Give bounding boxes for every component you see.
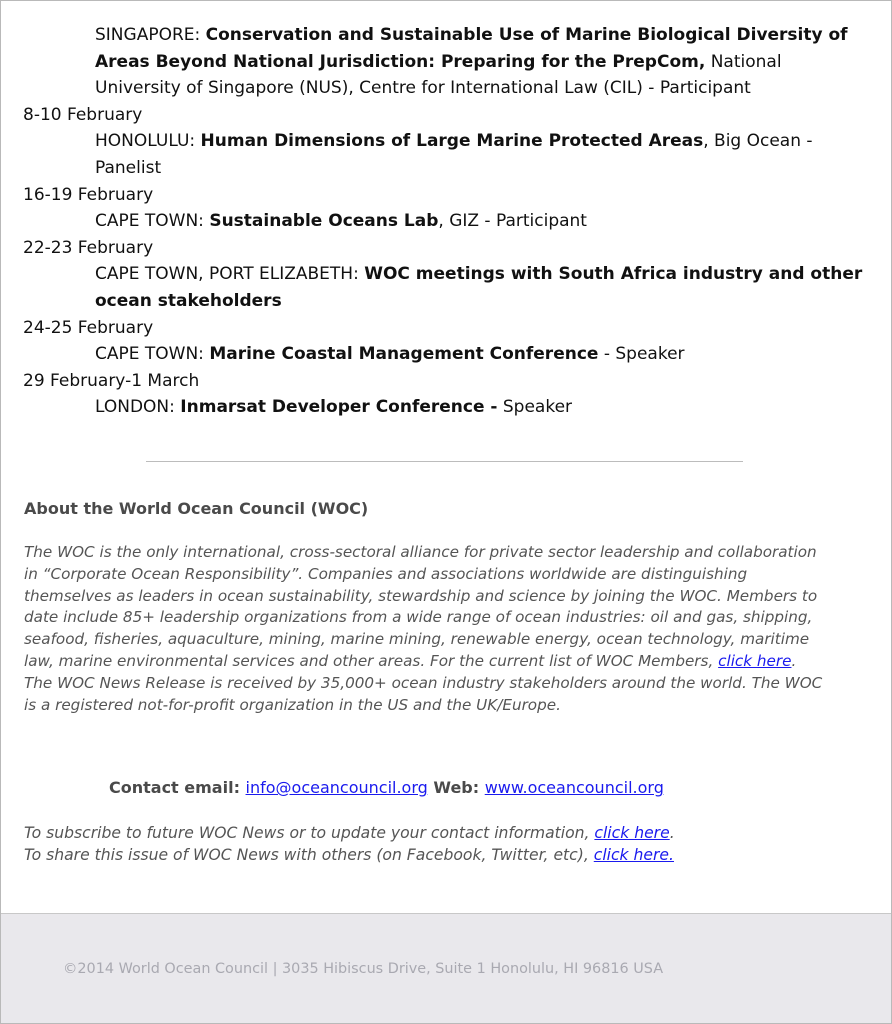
about-heading: About the World Ocean Council (WOC) bbox=[24, 499, 369, 518]
event-detail: - Speaker bbox=[598, 344, 685, 365]
share-text: To share this issue of WOC News with others (on Facebook, Twitter, etc), bbox=[24, 845, 594, 864]
event-detail: Speaker bbox=[497, 397, 573, 418]
event-item bbox=[95, 261, 863, 314]
about-text: . The WOC News Release is received by 35,000+ ocean industry stakeholders around the world. The WOC is a registered not-for-profit organization in the US and the UK/Europe. bbox=[24, 651, 823, 714]
event-city: LONDON: bbox=[95, 397, 181, 418]
events-list bbox=[23, 22, 863, 421]
event-title: Inmarsat Developer Conference - bbox=[180, 397, 498, 418]
event-city: CAPE TOWN: bbox=[95, 211, 210, 232]
contact-web-label: Web: bbox=[427, 778, 485, 797]
about-body bbox=[24, 542, 824, 716]
event-item bbox=[95, 208, 863, 235]
subscribe-text: To subscribe to future WOC News or to update your contact information, bbox=[24, 824, 595, 842]
about-text: The WOC is the only international, cross-sectoral alliance for private sector leadership and collaboration in “Corporate Ocean Responsibility”. Companies and associations worldwide are distinguishing themselves as leaders in ocean sustainability, stewardship and science by joining the WOC. Members to date include 85+ leadership organizations from a wide range of ocean industries: oil and gas, shipping, seafood, fisheries, aquaculture, mining, marine mining, renewable energy, ocean technology, maritime law, marine environmental services and other areas. For the current list of WOC Members, bbox=[24, 543, 818, 670]
event-date: 24-25 February bbox=[23, 317, 154, 338]
event-item bbox=[95, 394, 863, 421]
event-title: WOC meetings with South Africa industry and other ocean stakeholders bbox=[95, 264, 863, 311]
contact-line bbox=[109, 778, 664, 797]
event-detail: , GIZ - Participant bbox=[438, 211, 587, 232]
section-divider bbox=[146, 461, 743, 462]
event-date: 29 February-1 March bbox=[23, 370, 200, 391]
subscribe-text-end: . bbox=[669, 824, 675, 842]
subscribe-block bbox=[24, 823, 844, 866]
subscribe-link[interactable]: click here bbox=[594, 824, 670, 842]
event-title: Human Dimensions of Large Marine Protected Areas bbox=[200, 131, 704, 152]
footer bbox=[1, 913, 891, 1024]
event-date: 22-23 February bbox=[23, 237, 154, 258]
event-city: SINGAPORE: bbox=[95, 25, 206, 45]
members-link[interactable]: click here bbox=[718, 651, 792, 670]
event-city: HONOLULU: bbox=[95, 131, 201, 152]
event-detail: , Big Ocean - Panelist bbox=[95, 131, 813, 178]
event-date: 16-19 February bbox=[23, 184, 154, 205]
event-date: 8-10 February bbox=[23, 104, 143, 125]
event-detail: National University of Singapore (NUS), Centre for International Law (CIL) - Participant bbox=[95, 51, 782, 99]
event-item bbox=[95, 128, 863, 181]
event-city: CAPE TOWN: bbox=[95, 344, 210, 365]
website-link[interactable]: www.oceancouncil.org bbox=[484, 778, 664, 797]
event-city: CAPE TOWN, PORT ELIZABETH: bbox=[95, 264, 365, 285]
footer-text: ©2014 World Ocean Council | 3035 Hibiscus Drive, Suite 1 Honolulu, HI 96816 USA bbox=[63, 961, 664, 977]
event-title: Marine Coastal Management Conference bbox=[209, 344, 599, 365]
share-link[interactable]: click here. bbox=[593, 845, 674, 864]
event-title: Conservation and Sustainable Use of Marine Biological Diversity of Areas Beyond National Jurisdiction: Preparing for the PrepCom, bbox=[95, 25, 848, 72]
event-title: Sustainable Oceans Lab bbox=[209, 211, 439, 232]
event-item bbox=[95, 22, 863, 102]
contact-email-link[interactable]: info@oceancouncil.org bbox=[245, 778, 428, 797]
contact-email-label: Contact email: bbox=[109, 778, 246, 797]
event-item bbox=[95, 341, 863, 368]
